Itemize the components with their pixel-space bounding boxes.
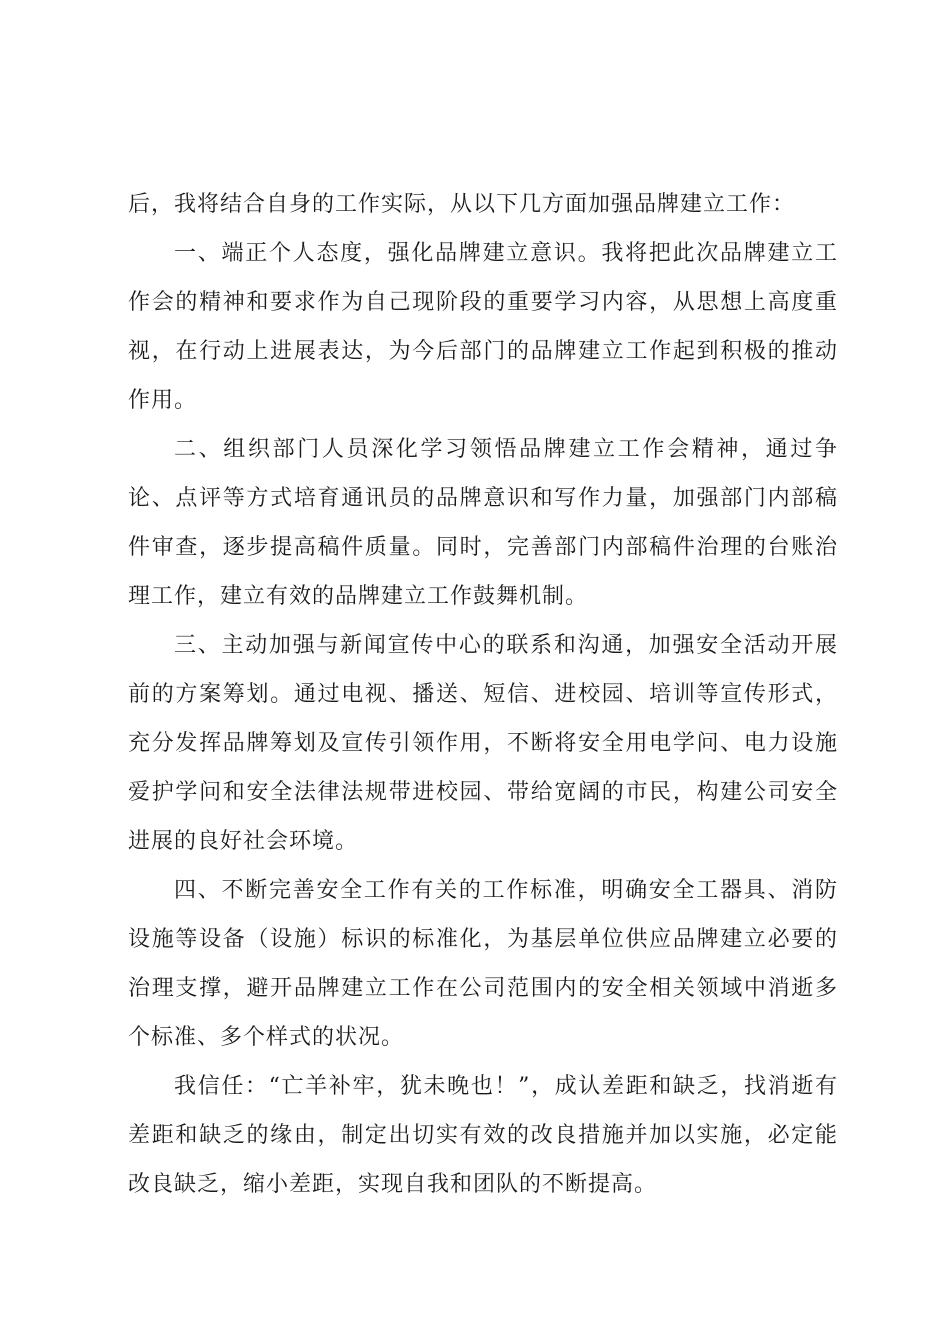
paragraph-continuation: 后，我将结合自身的工作实际，从以下几方面加强品牌建立工作：: [128, 192, 796, 217]
document-body: [128, 180, 838, 1209]
paragraph-point-three: 三、主动加强与新闻宣传中心的联系和沟通，加强安全活动开展前的方案筹划。通过电视、播送、短信、进校园、培训等宣传形式，充分发挥品牌筹划及宣传引领作用，不断将安全用电学问、电力设施爱护学问和安全法律法规带进校园、带给宽阔的市民，构建公司安全进展的良好社会环境。: [128, 633, 838, 854]
paragraph-point-four: 四、不断完善安全工作有关的工作标准，明确安全工器具、消防设施等设备（设施）标识的标准化，为基层单位供应品牌建立必要的治理支撑，避开品牌建立工作在公司范围内的安全相关领域中消逝多个标准、多个样式的状况。: [128, 878, 838, 1050]
paragraph-point-two: 二、组织部门人员深化学习领悟品牌建立工作会精神，通过争论、点评等方式培育通讯员的品牌意识和写作力量，加强部门内部稿件审查，逐步提高稿件质量。同时，完善部门内部稿件治理的台账治理工作，建立有效的品牌建立工作鼓舞机制。: [128, 437, 838, 609]
paragraph-point-one: 一、端正个人态度，强化品牌建立意识。我将把此次品牌建立工作会的精神和要求作为自己现阶段的重要学习内容，从思想上高度重视，在行动上进展表达，为今后部门的品牌建立工作起到积极的推动作用。: [128, 241, 838, 413]
paragraph-conclusion: 我信任：“亡羊补牢，犹未晚也！”，成认差距和缺乏，找消逝有差距和缺乏的缘由，制定出切实有效的改良措施并加以实施，必定能改良缺乏，缩小差距，实现自我和团队的不断提高。: [128, 1074, 838, 1197]
